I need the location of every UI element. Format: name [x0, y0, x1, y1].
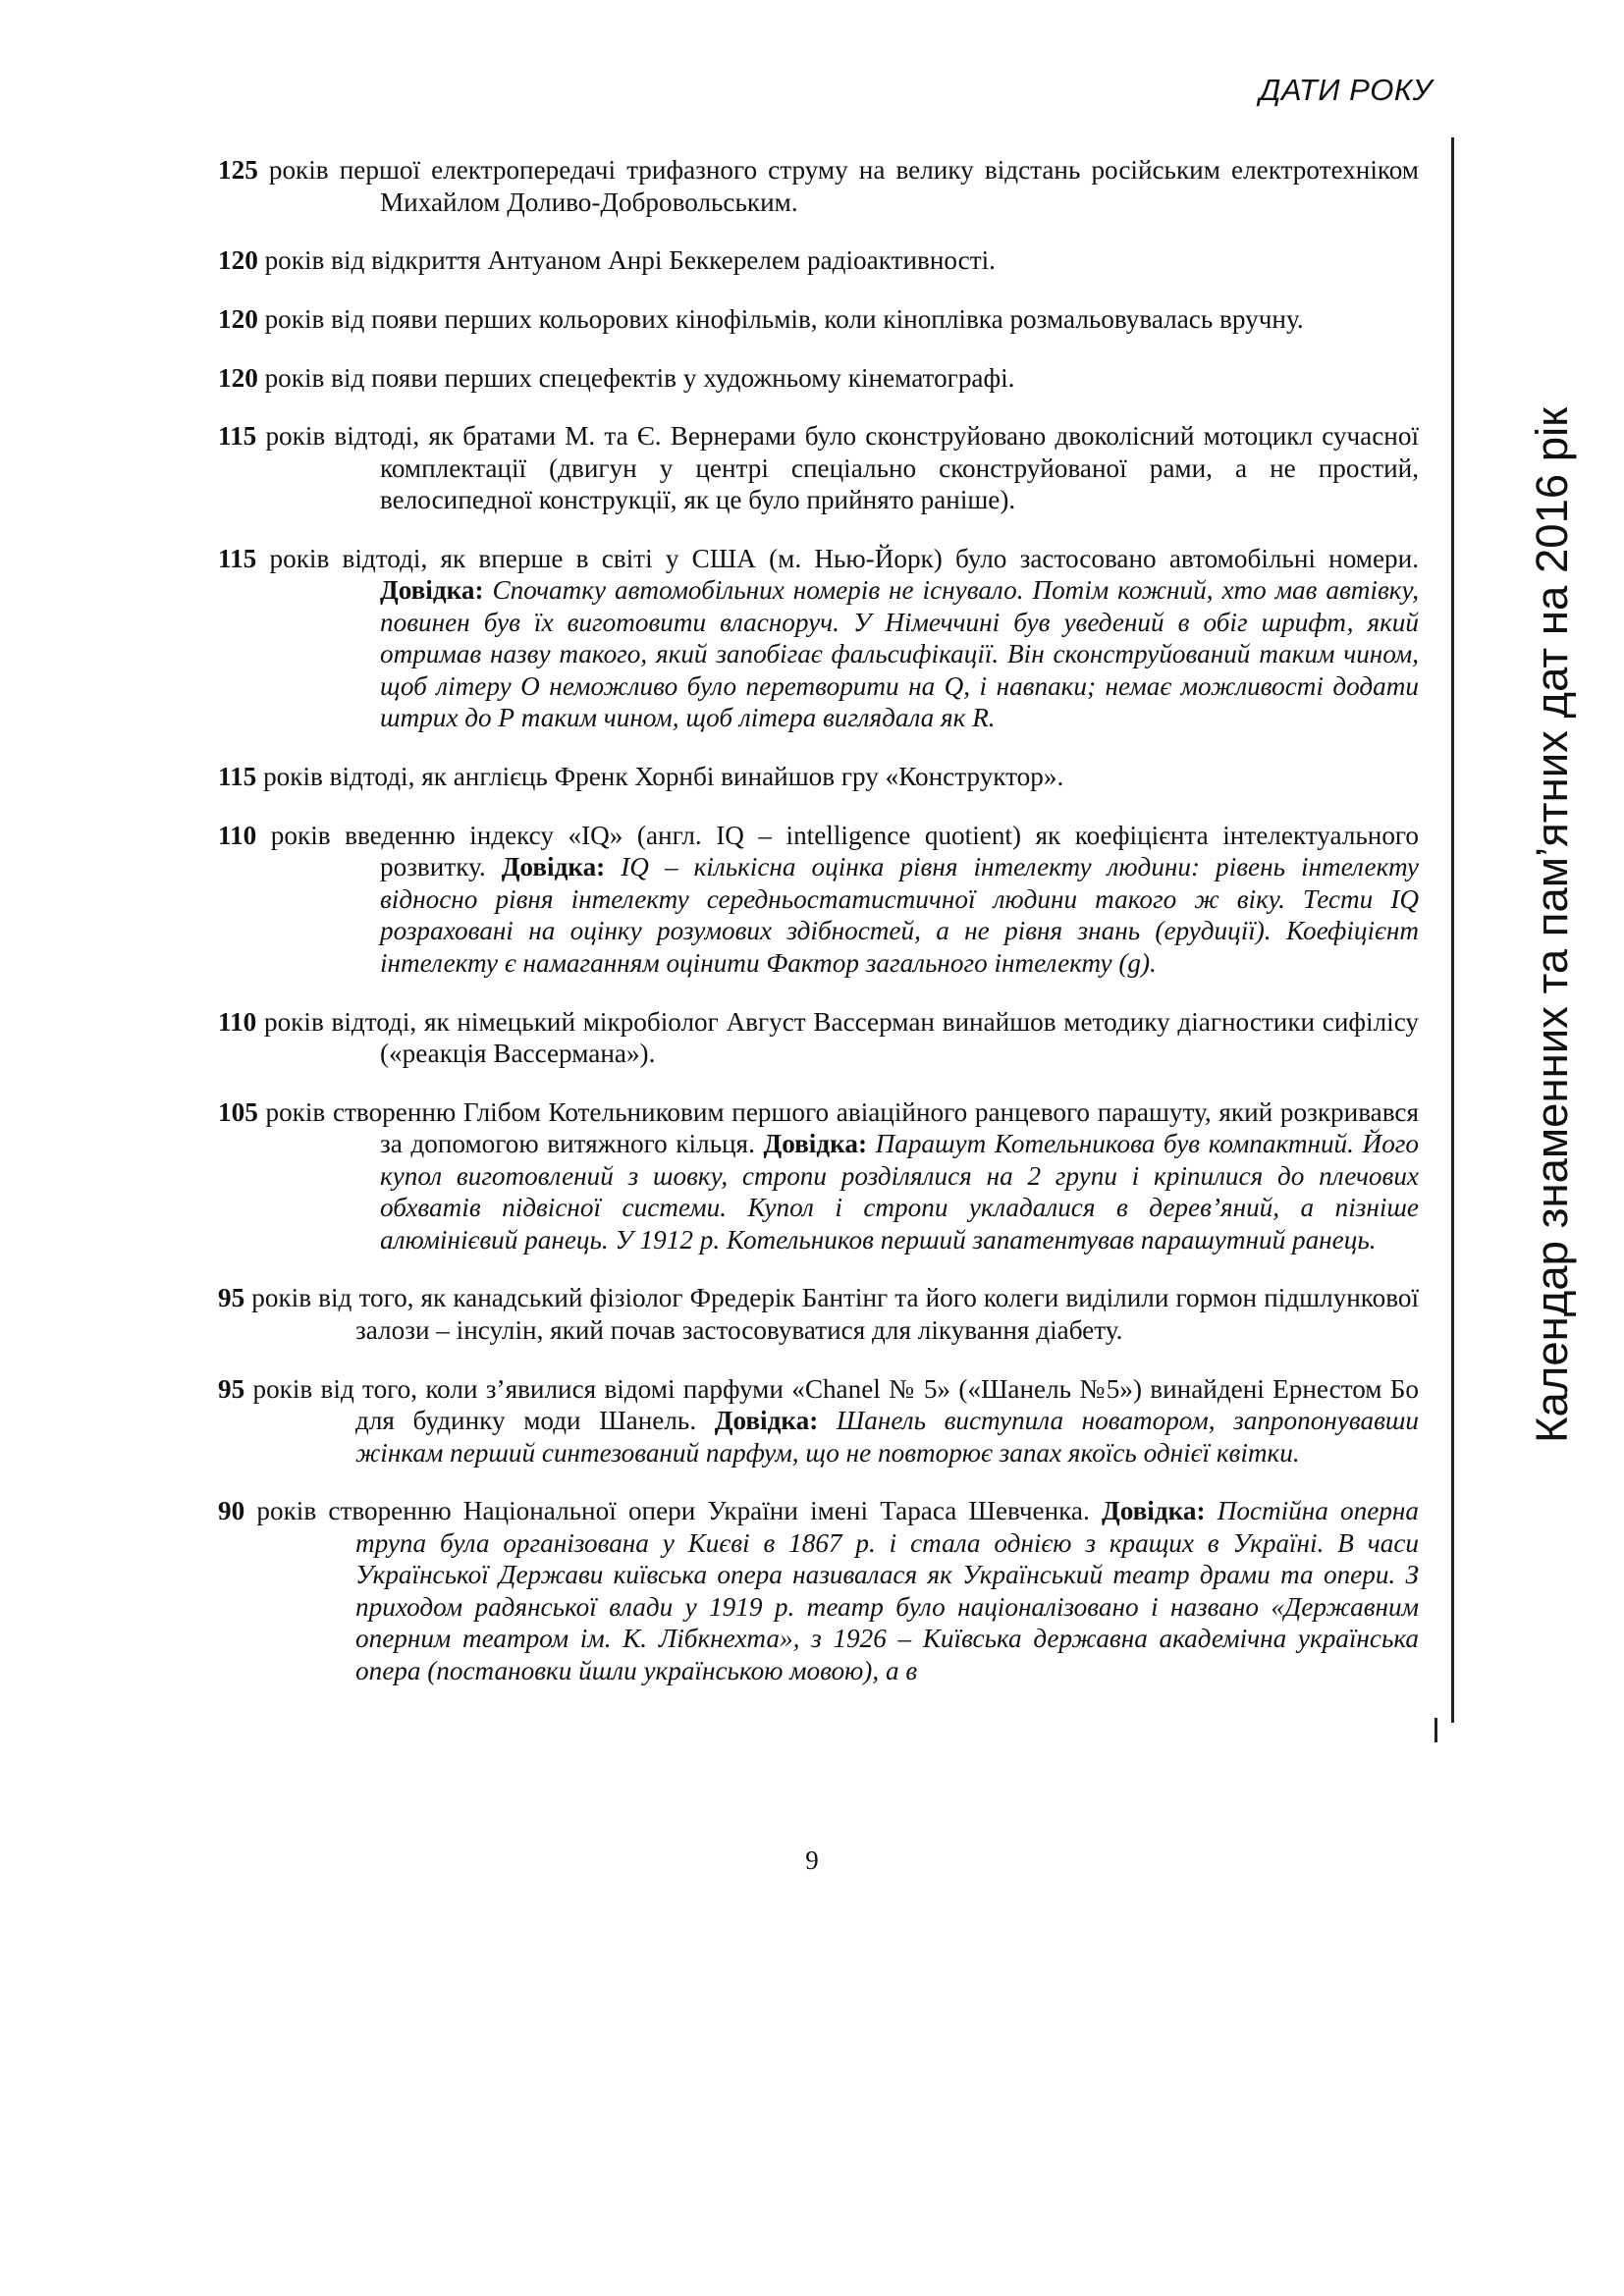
entry-text: років відтоді, як німецький мікробіолог Август Вассерман винайшов методику діагностики сифілісу («реакція Вассермана»).: [256, 1006, 1419, 1068]
entry-text: років відтоді, як братами М. та Є. Вернерами було сконструйовано двоколісний мотоцикл сучасної комплектації (двигун у центрі спеціально сконструйованої рами, а не простий, велосипедної конструкції, як це було прийнято раніше).: [256, 421, 1419, 515]
entry: [218, 420, 1419, 516]
entry: [218, 1495, 1419, 1686]
entry-years: 115: [218, 762, 257, 792]
entry-note: Спочатку автомобільних номерів не існувало. Потім кожний, хто мав автівку, повинен був їх виготовити власноруч. У Німеччині був уведений в обіг шрифт, який отримав назву такого, який запобігає фальсифікації. Він сконструйований таким чином, щоб літеру О неможливо було перетворити на Q, і навпаки; немає можливості додати штрих до Р таким чином, щоб літера виглядала як R.: [380, 575, 1419, 733]
entry: [218, 543, 1419, 734]
entry-years: 110: [218, 820, 257, 850]
entry-note: Шанель виступила новатором, запропонувавши жінкам перший синтезований парфум, що не повторює запах якоїсь однієї квітки.: [355, 1406, 1419, 1468]
margin-rule: [1451, 137, 1454, 1723]
page-number: 9: [805, 1845, 819, 1875]
entry-text: років створенню Національної опери України імені Тараса Шевченка.: [244, 1496, 1102, 1526]
entry-years: 90: [218, 1496, 245, 1526]
running-header: ДАТИ РОКУ: [1259, 73, 1433, 107]
entry-text: років відтоді, як вперше в світі у США (м. Нью-Йорк) було застосовано автомобільні номери.: [256, 543, 1419, 573]
entry-text: років відтоді, як англієць Френк Хорнбі винайшов гру «Конструктор».: [256, 762, 1064, 792]
entry-text: років створенню Глібом Котельниковим першого авіаційного ранцевого парашуту, який розкривався за допомогою витяжного кільця.: [257, 1096, 1419, 1159]
entry-text: років від того, коли з’явилися відомі парфуми «Chanel № 5» («Шанель №5») винайдені Ернестом Бо для будинку моди Шанель.: [244, 1373, 1419, 1436]
entry-years: 95: [218, 1373, 245, 1404]
entry-years: 115: [218, 543, 257, 573]
entry-years: 115: [218, 421, 257, 452]
entry: [218, 303, 1419, 336]
entry: [218, 154, 1419, 218]
margin-rule-end: [1435, 1718, 1437, 1742]
entry-years: 110: [218, 1006, 257, 1037]
entry: [218, 1282, 1419, 1346]
entry-text: років першої електропередачі трифазного струму на велику відстань російським електротехніком Михайлом Доливо-Добровольським.: [257, 155, 1419, 217]
entry-text: років від відкриття Антуаном Анрі Беккерелем радіоактивності.: [257, 245, 996, 276]
entry-years: 120: [218, 245, 258, 276]
entry-years: 120: [218, 303, 258, 334]
entry-text: років від того, як канадський фізіолог Фредерік Бантінг та його колеги виділили гормон підшлункової залози – інсулін, який почав застосовуватися для лікування діабету.: [244, 1283, 1419, 1345]
entry-note-label: Довідка:: [1101, 1496, 1206, 1526]
entry-years: 105: [218, 1096, 258, 1127]
entry: [218, 244, 1419, 277]
entry-note: Постійна оперна трупа була організована у Києві в 1867 р. і стала однією з кращих в Україні. В часи Української Держави київська опера називалася як Український театр драми та опери. З приходом радянської влади у 1919 р. театр було націоналізовано і названо «Державним оперним театром ім. К. Лібкнехта», з 1926 – Київська державна академічна українська опера (постановки йшли українською мовою), а в: [355, 1496, 1419, 1685]
entry-note-label: Довідка:: [763, 1129, 867, 1159]
entry-text: років від появи перших кольорових кінофільмів, коли кіноплівка розмальовувалась вручну.: [257, 303, 1304, 334]
entry: [218, 1096, 1419, 1256]
entry-years: 120: [218, 362, 258, 393]
entry-note-label: Довідка:: [714, 1406, 819, 1436]
entry: [218, 362, 1419, 395]
side-title: Календар знаменних та пам’ятних дат на 2016 рік: [1527, 406, 1577, 1443]
entry-text: років введенню індексу «IQ» (англ. IQ – intelligence quotient) як коефіцієнта інтелектуального розвитку.: [256, 820, 1419, 882]
entry-text: років від появи перших спецефектів у художньому кінематографі.: [257, 362, 1015, 393]
entry-years: 95: [218, 1283, 245, 1313]
entry-note: IQ – кількісна оцінка рівня інтелекту людини: рівень інтелекту відносно рівня інтелекту середньостатистичної людини такого ж віку. Тести IQ розраховані на оцінку розумових здібностей, а не рівня знань (ерудиції). Коефіцієнт інтелекту є намаганням оцінити Фактор загального інтелекту (g).: [380, 852, 1420, 978]
entries-list: [218, 154, 1419, 1694]
entry: [218, 1006, 1419, 1070]
entry-years: 125: [218, 155, 258, 185]
entry: [218, 761, 1419, 793]
entry-note-label: Довідка:: [380, 575, 484, 606]
entry: [218, 820, 1419, 980]
entry: [218, 1373, 1419, 1469]
entry-note-label: Довідка:: [501, 852, 606, 882]
entry-note: Парашут Котельникова був компактний. Його купол виготовлений з шовку, стропи розділялися на 2 групи і кріпилися до плечових обхватів підвісної системи. Купол і стропи укладалися в дерев’яний, а пізніше алюмінієвий ранець. У 1912 р. Котельников перший запатентував парашутний ранець.: [380, 1129, 1419, 1255]
